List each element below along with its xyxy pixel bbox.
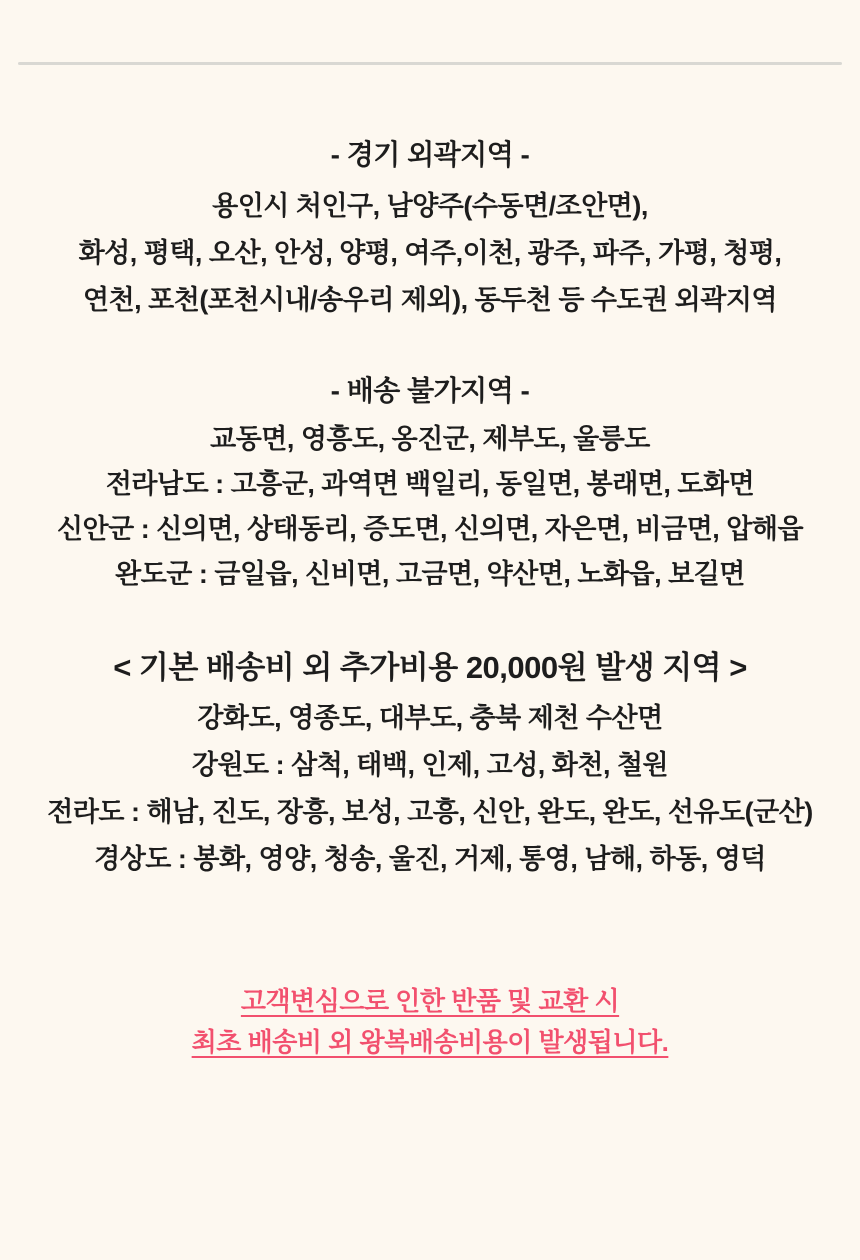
- region-line: 화성, 평택, 오산, 안성, 양평, 여주,이천, 광주, 파주, 가평, 청평,: [78, 238, 782, 268]
- region-line: 완도군 : 금일읍, 신비면, 고금면, 약산면, 노화읍, 보길면: [115, 559, 745, 589]
- region-line: 용인시 처인구, 남양주(수동면/조안면),: [212, 191, 648, 221]
- top-divider: [18, 62, 842, 65]
- region-line: 전라도 : 해남, 진도, 장흥, 보성, 고흥, 신안, 완도, 완도, 선유도(군산): [47, 797, 813, 827]
- return-exchange-notice: [0, 981, 860, 1063]
- region-line: 경상도 : 봉화, 영양, 청송, 울진, 거제, 통영, 남해, 하동, 영덕: [94, 844, 766, 874]
- section-heading-no-delivery: - 배송 불가지역 -: [330, 375, 530, 406]
- section-gyeonggi-outskirts: [0, 140, 860, 324]
- shipping-info-page: [0, 62, 860, 1063]
- region-line: 신안군 : 신의면, 상태동리, 증도면, 신의면, 자은면, 비금면, 압해읍: [56, 514, 804, 544]
- section-heading-extra-fee: < 기본 배송비 외 추가비용 20,000원 발생 지역 >: [113, 650, 747, 685]
- notice-line: 최초 배송비 외 왕복배송비용이 발생됩니다.: [191, 1027, 669, 1057]
- region-line: 교동면, 영흥도, 옹진군, 제부도, 울릉도: [210, 424, 650, 454]
- region-line: 강화도, 영종도, 대부도, 충북 제천 수산면: [197, 703, 663, 733]
- region-line: 연천, 포천(포천시내/송우리 제외), 동두천 등 수도권 외곽지역: [83, 285, 777, 315]
- notice-line: 고객변심으로 인한 반품 및 교환 시: [240, 986, 620, 1016]
- section-extra-fee: [0, 651, 860, 883]
- section-heading-gyeonggi: - 경기 외곽지역 -: [330, 139, 530, 170]
- section-no-delivery: [0, 376, 860, 597]
- region-line: 전라남도 : 고흥군, 과역면 백일리, 동일면, 봉래면, 도화면: [105, 469, 755, 499]
- region-line: 강원도 : 삼척, 태백, 인제, 고성, 화천, 철원: [191, 750, 669, 780]
